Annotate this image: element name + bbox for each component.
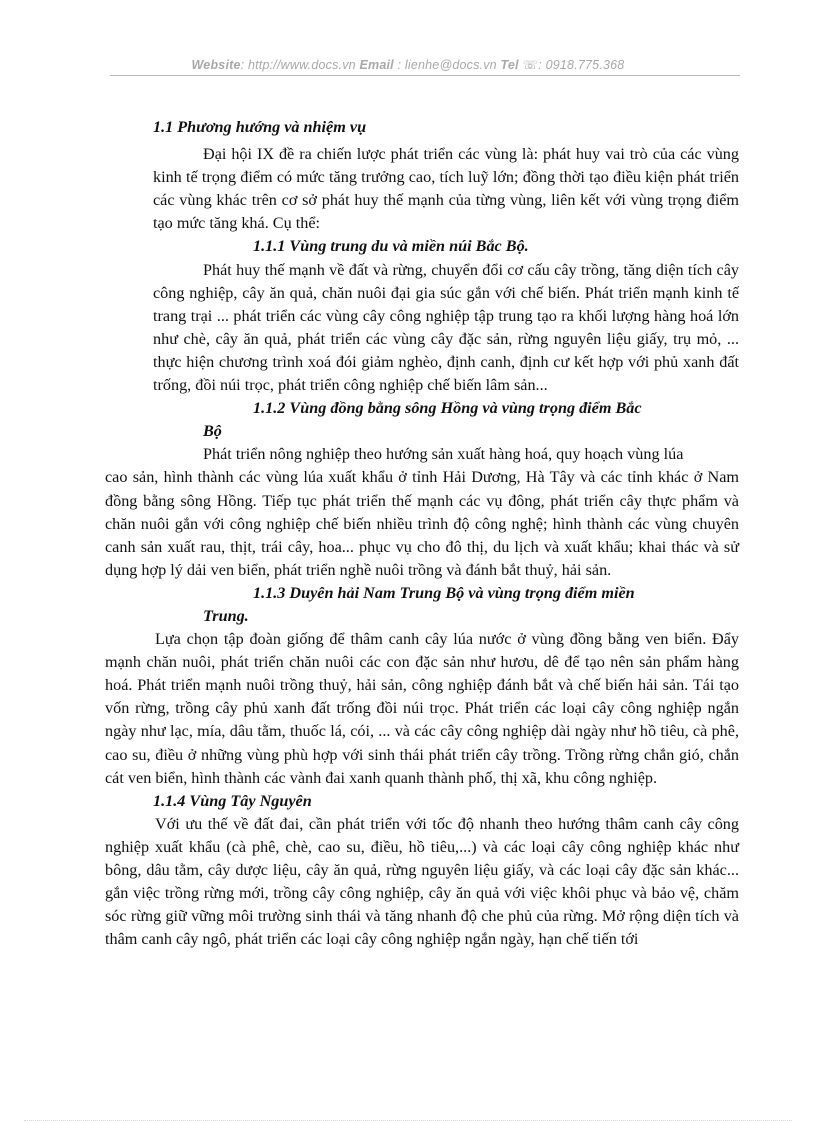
- page-header: [0, 57, 816, 72]
- section-heading-1-1-3: 1.1.3 Duyên hải Nam Trung Bộ và vùng trọng điểm miền: [253, 583, 635, 602]
- email-value[interactable]: : lienhe@docs.vn: [397, 58, 497, 72]
- document-body: [105, 116, 739, 951]
- paragraph-1-1-1: Phát huy thế mạnh về đất và rừng, chuyển đổi cơ cấu cây trồng, tăng diện tích cây công nghiệp, cây ăn quả, chăn nuôi đại gia súc gắn với chế biến. Phát triển mạnh kinh tế trang trại ... phát triển các vùng cây công nghiệp tập trung tạo ra khối lượng hàng hoá lớn như chè, cây ăn quả, phát triển các vùng cây đặc sản, rừng nguyên liệu giấy, trụ mỏ, ... thực hiện chương trình xoá đói giảm nghèo, định canh, định cư kết hợp với phủ xanh đất trống, đồi núi trọc, phát triển công nghiệp chế biến lâm sản...: [153, 260, 739, 395]
- email-label: Email: [359, 58, 394, 72]
- website-label: Website: [191, 58, 241, 72]
- footer-divider: [24, 1120, 792, 1121]
- paragraph-1-1-2-a: Phát triển nông nghiệp theo hướng sản xuất hàng hoá, quy hoạch vùng lúa: [203, 445, 684, 464]
- website-value[interactable]: : http://www.docs.vn: [240, 58, 356, 72]
- paragraph-intro: Đại hội IX đề ra chiến lược phát triển các vùng là: phát huy vai trò của các vùng kinh tế trọng điểm có mức tăng trưởng cao, tích luỹ lớn; đồng thời tạo điều kiện phát triển các vùng khác trên cơ sở phát huy thế mạnh của từng vùng, liên kết với vùng trọng điểm tạo mức tăng khá. Cụ thể:: [153, 145, 739, 233]
- paragraph-1-1-2-b: cao sản, hình thành các vùng lúa xuất khẩu ở tỉnh Hải Dương, Hà Tây và các tỉnh khác ở Nam đồng bằng sông Hồng. Tiếp tục phát triển thế mạnh các vụ đông, phát triển cây thực phẩm và chăn nuôi gắn với công nghiệp chế biến nhiều trình độ công nghệ; hình thành các vùng chuyên canh sản xuất rau, thịt, trái cây, hoa... phục vụ cho đô thị, du lịch và xuất khẩu; khai thác và sử dụng hợp lý dải ven biển, phát triển nghề nuôi trồng và đánh bắt thuỷ, hải sản.: [105, 468, 739, 579]
- tel-value: : 0918.775.368: [538, 58, 625, 72]
- section-heading-1-1-1: 1.1.1 Vùng trung du và miền núi Bắc Bộ.: [253, 237, 529, 256]
- section-heading-1-1-4: 1.1.4 Vùng Tây Nguyên: [153, 791, 312, 810]
- section-heading-1-1: 1.1 Phương hướng và nhiệm vụ: [153, 118, 367, 136]
- paragraph-1-1-3: Lựa chọn tập đoàn giống để thâm canh cây lúa nước ở vùng đồng bằng ven biển. Đẩy mạnh chăn nuôi, phát triển chăn nuôi các con đặc sản như hươu, dê để tạo nên sản phẩm hàng hoá. Phát triển mạnh nuôi trồng thuỷ, hải sản, công nghiệp đánh bắt và chế biến hải sản. Tái tạo vốn rừng, trồng cây phủ xanh đất trống đồi núi trọc. Phát triển các loại cây công nghiệp ngắn ngày như lạc, mía, dâu tằm, thuốc lá, cói, ... và các cây công nghiệp dài ngày như hồ tiêu, cà phê, cao su, điều ở những vùng phù hợp với sinh thái phát triển cây trồng. Trồng rừng chắn gió, chắn cát ven biển, hình thành các vành đai xanh quanh thành phố, thị xã, khu công nghiệp.: [105, 630, 739, 787]
- section-heading-1-1-2: 1.1.2 Vùng đồng bằng sông Hồng và vùng trọng điểm Bắc: [253, 399, 642, 418]
- paragraph-1-1-4: Với ưu thế về đất đai, cần phát triển với tốc độ nhanh theo hướng thâm canh cây công nghiệp xuất khẩu (cà phê, chè, cao su, điều, hồ tiêu,...) và các loại cây công nghiệp khác như bông, dâu tằm, cây dược liệu, cây ăn quả, rừng nguyên liệu giấy, và các loại cây đặc sản khác... gắn việc trồng rừng mới, trồng cây công nghiệp, cây ăn quả với việc khôi phục và bảo vệ, chăm sóc rừng giữ vững môi trường sinh thái và tăng nhanh độ che phủ của rừng. Mở rộng diện tích và thâm canh cây ngô, phát triển các loại cây công nghiệp ngắn ngày, hạn chế tiến tới: [105, 814, 739, 949]
- tel-label: Tel: [500, 58, 519, 72]
- phone-icon: ☏: [522, 58, 539, 72]
- header-divider: [110, 75, 740, 76]
- section-heading-1-1-2-cont: Bộ: [203, 422, 222, 441]
- section-heading-1-1-3-cont: Trung.: [203, 606, 249, 625]
